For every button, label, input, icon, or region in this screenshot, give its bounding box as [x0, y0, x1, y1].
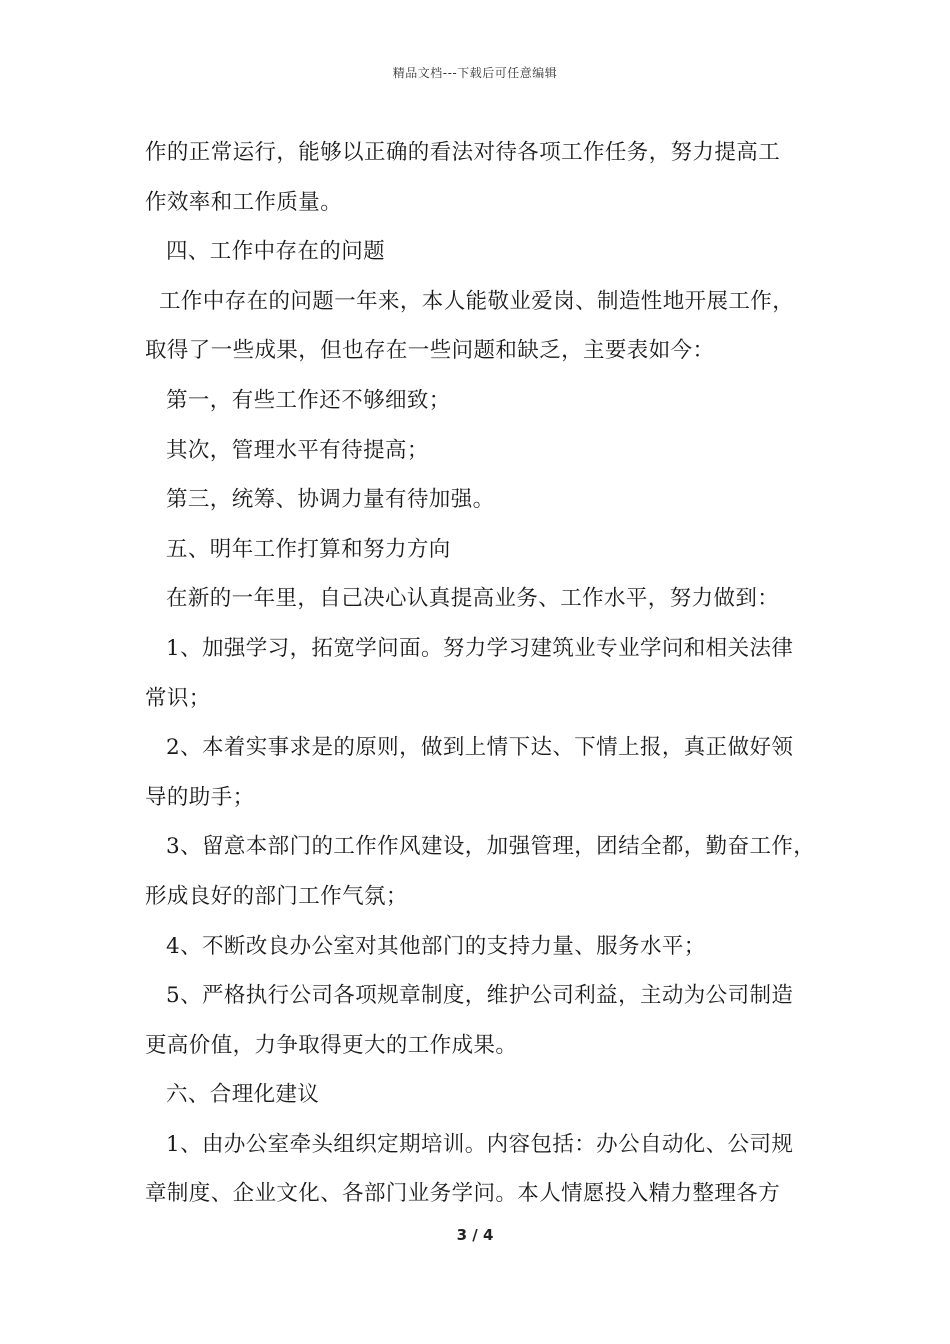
- list-item: 1、由办公室牵头组织定期培训。内容包括：办公自动化、公司规: [166, 1131, 794, 1157]
- list-item: 其次，管理水平有待提高；: [166, 437, 429, 463]
- list-item: 5、严格执行公司各项规章制度，维护公司利益，主动为公司制造: [166, 983, 794, 1009]
- list-item-continuation: 常识；: [145, 685, 211, 711]
- paragraph-line: 工作中存在的问题一年来，本人能敬业爱岗、制造性地开展工作，: [159, 288, 795, 314]
- list-item: 1、加强学习，拓宽学问面。努力学习建筑业专业学问和相关法律: [166, 635, 794, 661]
- list-item-continuation: 章制度、企业文化、各部门业务学问。本人情愿投入精力整理各方: [145, 1181, 781, 1207]
- list-item: 4、不断改良办公室对其他部门的支持力量、服务水平；: [166, 933, 706, 959]
- paragraph-line: 在新的一年里，自己决心认真提高业务、工作水平，努力做到：: [166, 586, 780, 612]
- list-item: 3、留意本部门的工作作风建设，加强管理，团结全都，勤奋工作，: [166, 834, 816, 860]
- paragraph-line: 作效率和工作质量。: [145, 189, 343, 215]
- section-heading: 五、明年工作打算和努力方向: [166, 536, 451, 562]
- paragraph-line: 作的正常运行，能够以正确的看法对待各项工作任务，努力提高工: [145, 140, 781, 165]
- list-item-continuation: 形成良好的部门工作气氛；: [145, 883, 408, 909]
- paragraph-line: 取得了一些成果，但也存在一些问题和缺乏，主要表如今：: [145, 338, 715, 364]
- list-item-continuation: 更高价值，力争取得更大的工作成果。: [145, 1032, 518, 1058]
- list-item: 第三，统筹、协调力量有待加强。: [166, 487, 495, 513]
- page-header: 精品文档---下载后可任意编辑: [392, 66, 558, 80]
- list-item: 第一，有些工作还不够细致；: [166, 387, 451, 413]
- list-item-continuation: 导的助手；: [145, 784, 255, 810]
- document-body: [145, 128, 825, 1219]
- section-heading: 六、合理化建议: [166, 1082, 320, 1108]
- list-item: 2、本着实事求是的原则，做到上情下达、下情上报，真正做好领: [166, 735, 794, 761]
- page-number: 3 / 4: [456, 1226, 494, 1244]
- section-heading: 四、工作中存在的问题: [166, 239, 386, 265]
